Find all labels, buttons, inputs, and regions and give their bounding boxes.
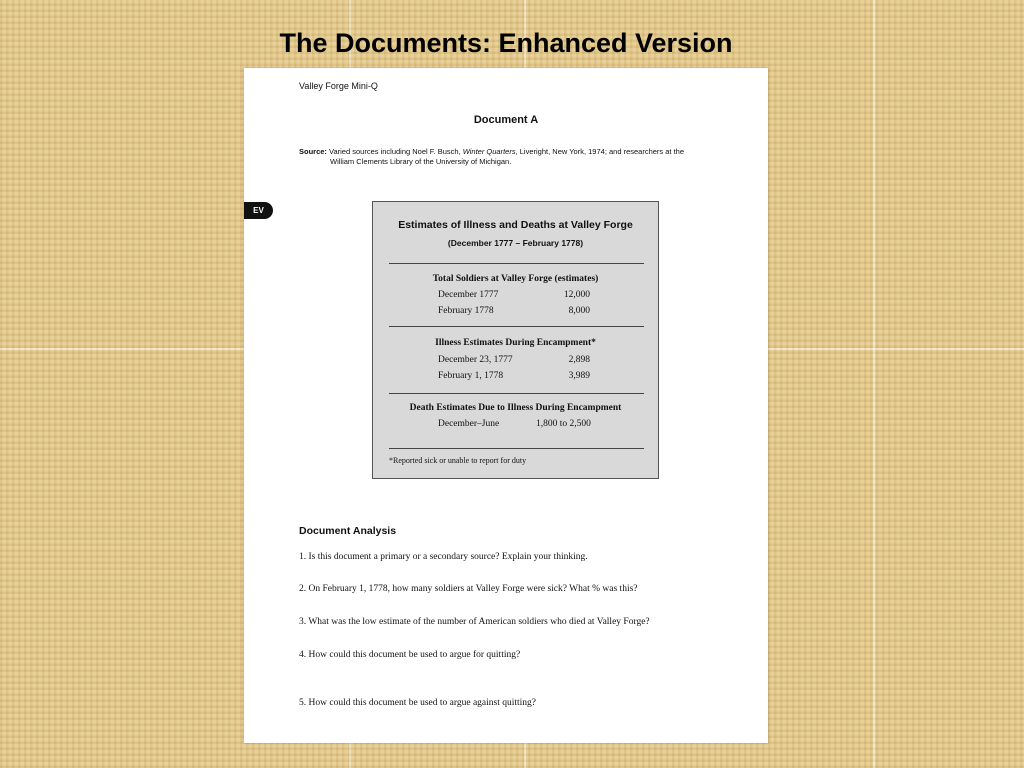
analysis-question: 5. How could this document be used to argue against quitting? bbox=[299, 698, 537, 708]
row-label: December 23, 1777 bbox=[438, 355, 513, 365]
running-head: Valley Forge Mini-Q bbox=[299, 81, 378, 91]
table-row bbox=[438, 419, 591, 429]
table-subtitle: (December 1777 – February 1778) bbox=[447, 238, 584, 248]
source-line-2: William Clements Library of the University of Michigan. bbox=[330, 157, 512, 166]
row-label: December–June bbox=[438, 419, 500, 429]
row-value: 8,000 bbox=[568, 306, 590, 316]
ev-tab: EV bbox=[244, 202, 273, 219]
row-value: 1,800 to 2,500 bbox=[536, 419, 591, 429]
table-row bbox=[438, 290, 590, 300]
row-value: 2,898 bbox=[568, 355, 590, 365]
table-title: Estimates of Illness and Deaths at Valley Forge bbox=[398, 219, 633, 231]
slide-title: The Documents: Enhanced Version bbox=[279, 28, 733, 58]
source-text-pre: Varied sources including Noel F. Busch, bbox=[329, 147, 463, 156]
table-divider bbox=[389, 263, 644, 264]
source-text-post: , Liveright, New York, 1974; and researchers at the bbox=[515, 147, 685, 156]
table-divider bbox=[389, 448, 644, 449]
analysis-question: 3. What was the low estimate of the number of American soldiers who died at Valley Forge? bbox=[299, 617, 650, 627]
row-value: 12,000 bbox=[563, 290, 590, 300]
section-heading: Death Estimates Due to Illness During Encampment bbox=[409, 403, 622, 413]
row-label: December 1777 bbox=[438, 290, 499, 300]
table-divider bbox=[389, 326, 644, 327]
row-value: 3,989 bbox=[568, 371, 590, 381]
analysis-question: 1. Is this document a primary or a secondary source? Explain your thinking. bbox=[299, 552, 588, 562]
row-label: February 1778 bbox=[438, 306, 494, 316]
source-label: Source: bbox=[299, 147, 327, 156]
table-footnote: *Reported sick or unable to report for duty bbox=[389, 456, 527, 465]
section-heading: Illness Estimates During Encampment* bbox=[435, 338, 596, 348]
table-divider bbox=[389, 393, 644, 394]
table-row bbox=[438, 355, 590, 365]
table-row bbox=[438, 306, 590, 316]
analysis-question: 4. How could this document be used to argue for quitting? bbox=[299, 650, 521, 660]
analysis-heading: Document Analysis bbox=[299, 525, 397, 537]
document-heading: Document A bbox=[473, 114, 539, 126]
source-citation bbox=[299, 147, 719, 167]
estimates-table bbox=[372, 201, 659, 479]
analysis-question: 2. On February 1, 1778, how many soldiers at Valley Forge were sick? What % was this? bbox=[299, 584, 638, 594]
section-heading: Total Soldiers at Valley Forge (estimates) bbox=[432, 274, 599, 284]
table-row bbox=[438, 371, 590, 381]
row-label: February 1, 1778 bbox=[438, 371, 504, 381]
document-page bbox=[244, 68, 768, 743]
source-book-title: Winter Quarters bbox=[462, 147, 516, 156]
